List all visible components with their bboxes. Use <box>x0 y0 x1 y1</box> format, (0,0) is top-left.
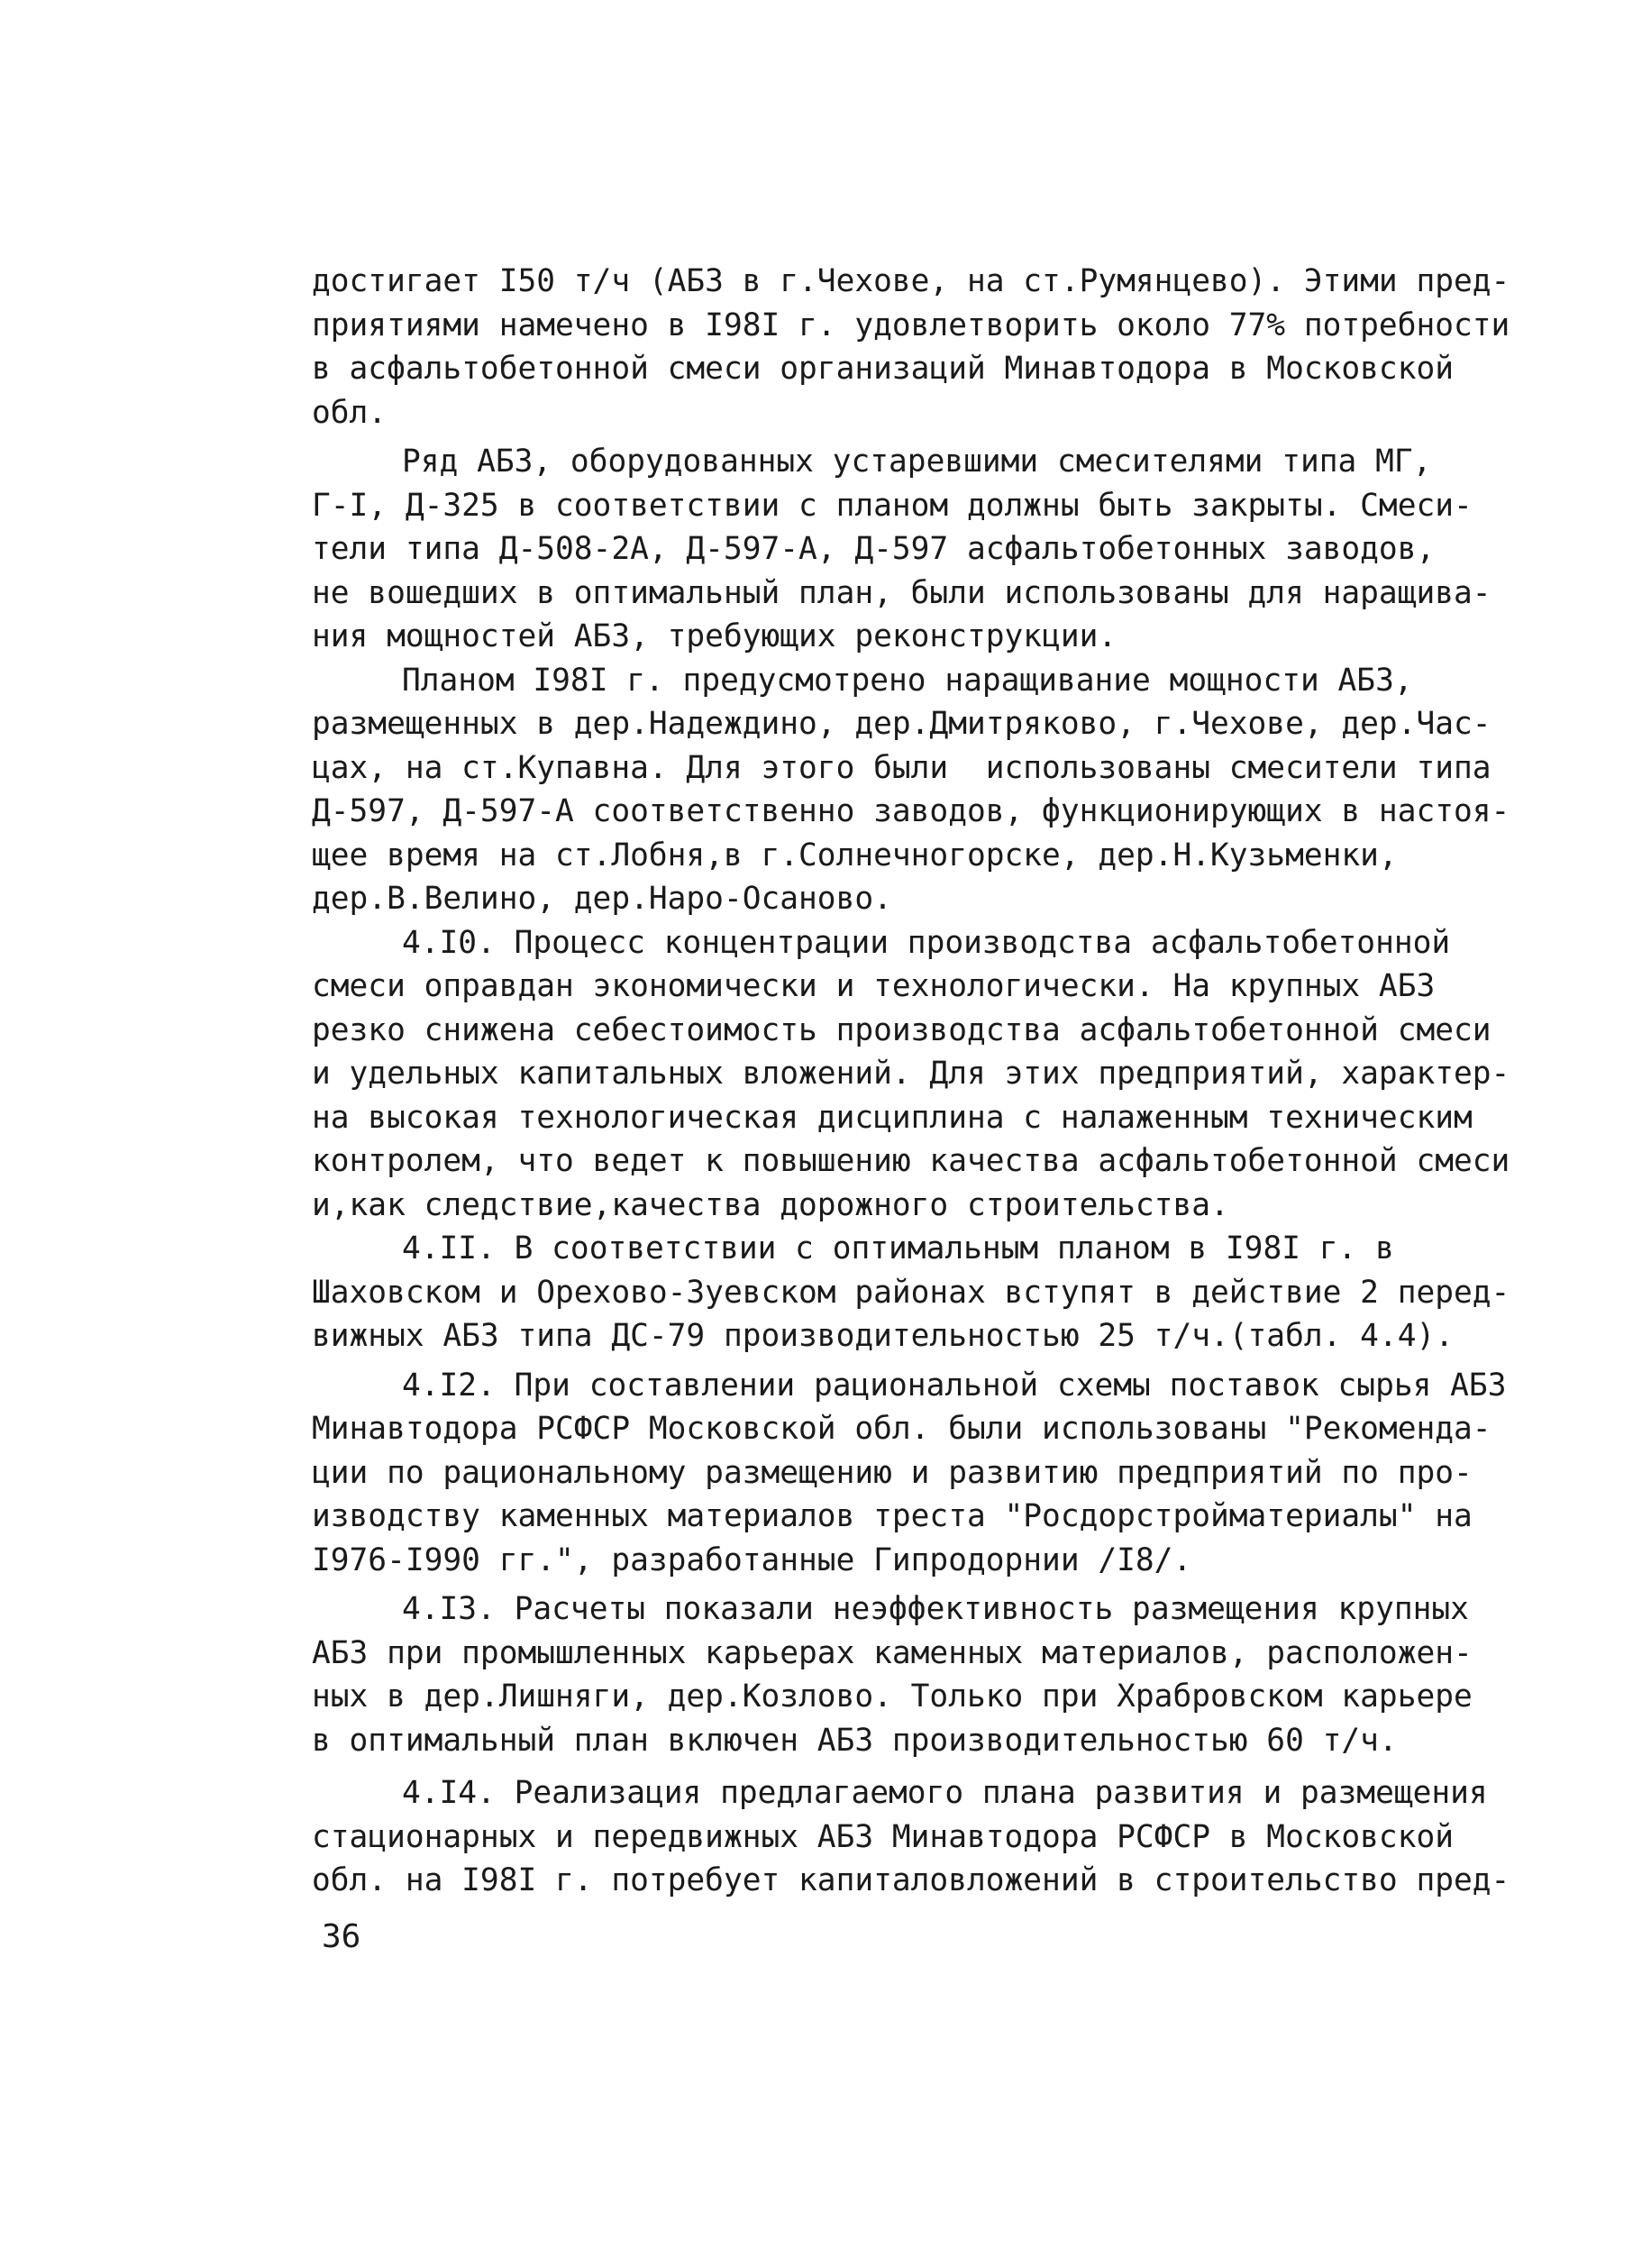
document-body <box>312 260 1510 1903</box>
text-line: Минавтодора РСФСР Московской обл. были использованы "Рекоменда- <box>312 1411 1491 1447</box>
text-line: 4.I3. Расчеты показали неэффективность размещения крупных <box>402 1591 1469 1627</box>
paragraph-4-10 <box>312 921 1510 1228</box>
text-line: 4.I2. При составлении рациональной схемы поставок сырья АБЗ <box>402 1367 1507 1404</box>
text-line: тели типа Д-508-2А, Д-597-А, Д-597 асфальтобетонных заводов, <box>312 531 1436 567</box>
text-line: АБЗ при промышленных карьерах каменных материалов, расположен- <box>312 1634 1473 1671</box>
text-line: и удельных капитальных вложений. Для этих предприятий, характер- <box>312 1056 1510 1092</box>
text-line: цах, на ст.Купавна. Для этого были использованы смесители типа <box>312 749 1491 786</box>
page-number: 36 <box>322 1918 361 1955</box>
text-line: на высокая технологическая дисциплина с налаженным техническим <box>312 1099 1473 1136</box>
text-line: смеси оправдан экономически и технологически. На крупных АБЗ <box>312 968 1436 1004</box>
text-line: размещенных в дер.Надеждино, дер.Дмитряково, г.Чехове, дер.Час- <box>312 706 1491 742</box>
text-line: ции по рациональному размещению и развитию предприятий по про- <box>312 1454 1473 1491</box>
paragraph-capacity-increase <box>312 659 1510 921</box>
text-line: 4.I4. Реализация предлагаемого плана развития и размещения <box>402 1775 1488 1811</box>
paragraph-4-11 <box>312 1227 1510 1358</box>
text-line: 4.II. В соответствии с оптимальным планом в I98I г. в <box>402 1230 1394 1267</box>
text-line: 4.I0. Процесс концентрации производства асфальтобетонной <box>402 924 1451 961</box>
text-line: в оптимальный план включен АБЗ производительностью 60 т/ч. <box>312 1722 1398 1759</box>
text-line: и,как следствие,качества дорожного строительства. <box>312 1186 1229 1223</box>
text-line: щее время на ст.Лобня,в г.Солнечногорске, дер.Н.Кузьменки, <box>312 837 1398 873</box>
text-line: вижных АБЗ типа ДС-79 производительностью 25 т/ч.(табл. 4.4). <box>312 1318 1455 1354</box>
paragraph-mixers-closure <box>312 440 1491 659</box>
text-line: дер.В.Велино, дер.Наро-Осаново. <box>312 881 892 917</box>
text-line: I976-I990 гг.", разработанные Гипродорнии /I8/. <box>312 1541 1192 1578</box>
text-line: в асфальтобетонной смеси организаций Минавтодора в Московской <box>312 351 1455 387</box>
text-line: резко снижена себестоимость производства асфальтобетонной смеси <box>312 1011 1491 1048</box>
text-line: контролем, что ведет к повышению качества асфальтобетонной смеси <box>312 1143 1510 1179</box>
text-line: приятиями намечено в I98I г. удовлетворить около 77% потребности <box>312 306 1510 343</box>
text-line: обл. <box>312 394 388 431</box>
text-line: Ряд АБЗ, оборудованных устаревшими смесителями типа МГ, <box>402 444 1432 480</box>
text-line: Д-597, Д-597-А соответственно заводов, функционирующих в настоя- <box>312 793 1510 829</box>
text-line: ния мощностей АБЗ, требующих реконструкции. <box>312 618 1117 654</box>
text-line: ных в дер.Лишняги, дер.Козлово. Только при Храбровском карьере <box>312 1678 1473 1715</box>
text-line: изводству каменных материалов треста "Росдорстройматериалы" на <box>312 1498 1473 1534</box>
text-line: достигает I50 т/ч (АБЗ в г.Чехове, на ст.Румянцево). Этими пред- <box>312 263 1510 299</box>
paragraph-4-13 <box>312 1587 1474 1762</box>
text-line: стационарных и передвижных АБЗ Минавтодора РСФСР в Московской <box>312 1818 1455 1855</box>
paragraph-continuation <box>312 260 1510 434</box>
paragraph-4-14 <box>312 1771 1510 1903</box>
text-line: обл. на I98I г. потребует капиталовложений в строительство пред- <box>312 1862 1510 1898</box>
text-line: Г-I, Д-325 в соответствии с планом должны быть закрыты. Смеси- <box>312 487 1473 524</box>
text-line: Планом I98I г. предусмотрено наращивание мощности АБЗ, <box>402 662 1413 699</box>
text-line: не вошедших в оптимальный план, были использованы для наращива- <box>312 574 1491 611</box>
text-line: Шаховском и Орехово-Зуевском районах вступят в действие 2 перед- <box>312 1274 1510 1311</box>
paragraph-4-12 <box>312 1364 1507 1583</box>
